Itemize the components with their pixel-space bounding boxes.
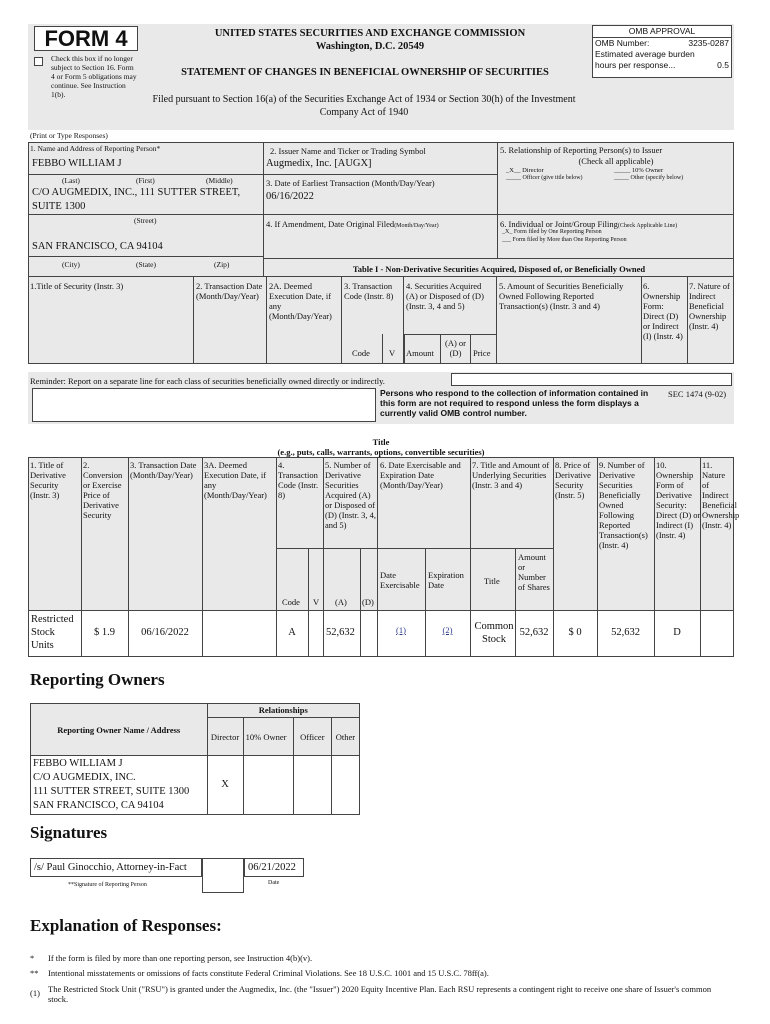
reporting-person-street: C/O AUGMEDIX, INC., 111 SUTTER STREET, SUITE 1300 (32, 187, 241, 212)
explanation-text: Intentional misstatements or omissions of facts constitute Federal Criminal Violations. See 18 U.S.C. 1001 and 15 U.S.C. 78ff(a). (48, 968, 489, 978)
explanation-item (30, 984, 730, 1004)
t2-sub-code: Code (282, 597, 300, 607)
table2-subtitle: (e.g., puts, calls, warrants, options, convertible securities) (277, 447, 485, 457)
signatures-heading: Signatures (30, 823, 108, 842)
owner-line: 111 SUTTER STREET, SUITE 1300 (33, 786, 190, 797)
filed-by-more: ___ Form filed by More than One Reporting Person (502, 237, 627, 243)
date-label: Date (268, 880, 280, 886)
box6-label: 6. Individual or Joint/Group Filing (500, 219, 618, 229)
director-header: Director (207, 718, 243, 756)
box4-amendment (266, 219, 496, 231)
omb-hours: 0.5 (717, 60, 729, 70)
box1-reporting-person (30, 144, 262, 153)
checkbox-note: Check this box if no longer subject to Section 16. Form 4 or Form 5 obligations may continue. See Instruction 1(b). (51, 54, 137, 99)
explanation-mark: ** (30, 968, 39, 978)
t2-col-code: 4. Transaction Code (Instr. 8) (278, 460, 319, 500)
agency-name: UNITED STATES SECURITIES AND EXCHANGE COMMISSION (214, 28, 526, 39)
t1-col-nature: 7. Nature of Indirect Beneficial Ownership (Instr. 4) (689, 281, 730, 331)
t1-sub-aord: (A) or (D) (444, 338, 466, 358)
t2-col-ownership: 10. Ownership Form of Derivative Security: Direct (D) or Indirect (I) (Instr. 4) (656, 460, 701, 540)
omb-title: OMB APPROVAL (593, 26, 731, 38)
t2-row-security: Restricted Stock Units (31, 614, 74, 651)
t2-col-owned: 9. Number of Derivative Securities Beneficially Owned Following Reported Transaction(s) (Instr. 4) (599, 460, 648, 550)
t2-col-number: 5. Number of Derivative Securities Acquired (A) or Disposed of (D) (Instr. 3, 4, and 5) (325, 460, 376, 530)
persons-respond: Persons who respond to the collection of information contained in this form are not required to respond unless the form displays a currently valid OMB control number. (380, 388, 649, 418)
other-relationship: _____ Other (specify below) (614, 175, 684, 181)
explanation-heading: Explanation of Responses: (30, 916, 222, 935)
name-middle-label: (Middle) (206, 176, 233, 185)
box2-label: 2. Issuer Name and Ticker or Trading Symbol (270, 146, 426, 156)
t2-row-date: 06/16/2022 (141, 627, 189, 638)
form-title: FORM 4 (34, 26, 138, 51)
officer-cell (293, 756, 331, 815)
t1-col-deemed: 2A. Deemed Execution Date, if any (Month/Day/Year) (269, 281, 332, 321)
t2-row-form: D (673, 627, 681, 638)
t1-col-title: 1.Title of Security (Instr. 3) (30, 281, 124, 291)
footnote-1-link[interactable]: (1) (396, 625, 406, 635)
owner-name-header: Reporting Owner Name / Address (31, 704, 208, 756)
t2-row-conversion-price: $ 1.9 (94, 627, 115, 638)
ten-owner-cell (243, 756, 293, 815)
table2-title: Title (372, 437, 390, 447)
city-label: (City) (62, 260, 80, 269)
t2-col-exercisable: 6. Date Exercisable and Expiration Date (Month/Day/Year) (380, 460, 461, 490)
t2-sub-v: V (313, 597, 320, 607)
t2-row-underlying-amount: 52,632 (519, 627, 549, 638)
t1-col-securities: 4. Securities Acquired (A) or Disposed of (D) (Instr. 3, 4 and 5) (406, 281, 484, 311)
explanation-mark: (1) (30, 988, 40, 998)
explanation-text: If the form is filed by more than one reporting person, see Instruction 4(b)(v). (48, 953, 313, 963)
reporting-person-name: FEBBO WILLIAM J (32, 158, 122, 169)
omb-approval-box (592, 25, 732, 78)
omb-hours-label: hours per response... (595, 60, 676, 70)
date-box (244, 858, 304, 877)
reporting-owners-table (30, 703, 360, 815)
owner-address-cell (31, 756, 208, 815)
omb-number: 3235-0287 (688, 38, 729, 48)
t2-sub-d: (D) (362, 597, 374, 607)
reminder-blank-top (451, 373, 732, 386)
explanation-item (30, 953, 730, 963)
other-cell (331, 756, 359, 815)
issuer-name-ticker: Augmedix, Inc. [AUGX] (266, 158, 372, 169)
owner-line: SAN FRANCISCO, CA 94104 (33, 800, 164, 811)
filed-pursuant: Filed pursuant to Section 16(a) of the Securities Exchange Act of 1934 or Section 30(h) of the Investment Company Act of 1940 (152, 94, 576, 118)
box4-small: (Month/Day/Year) (394, 223, 439, 229)
t1-col-date: 2. Transaction Date (Month/Day/Year) (196, 281, 263, 301)
agency-location: Washington, D.C. 20549 (315, 41, 425, 52)
t1-sub-v: V (389, 348, 396, 358)
signature-label: **Signature of Reporting Person (68, 882, 147, 888)
box1-label: 1. Name and Address of Reporting Person (30, 144, 157, 153)
footnote-2-link[interactable]: (2) (442, 625, 453, 635)
box5-check: (Check all applicable) (578, 156, 654, 166)
reporting-owners-heading: Reporting Owners (30, 670, 165, 689)
reminder-blank-left (32, 388, 376, 422)
other-header: Other (331, 718, 359, 756)
name-first-label: (First) (136, 176, 155, 185)
explanation-text: The Restricted Stock Unit ("RSU") is granted under the Augmedix, Inc. (the "Issuer") 2020 Equity Incentive Plan. Each RSU represents a contingent right to receive one share of Issuer's common stock. (48, 984, 712, 1004)
reminder-text: Reminder: Report on a separate line for each class of securities beneficially owned directly or indirectly. (30, 376, 385, 386)
t2-sub-exp: Expiration Date (428, 570, 464, 590)
reporting-person-city: SAN FRANCISCO, CA 94104 (32, 241, 163, 252)
relationships-header: Relationships (207, 704, 359, 718)
state-label: (State) (136, 260, 156, 269)
t2-col-price: 8. Price of Derivative Security (Instr. 5) (555, 460, 591, 500)
street-label: (Street) (134, 216, 157, 225)
sec-number: SEC 1474 (9-02) (668, 389, 727, 399)
t2-sub-a: (A) (335, 597, 347, 607)
filed-by-one: _X_ Form filed by One Reporting Person (502, 229, 602, 235)
t2-col-underlying: 7. Title and Amount of Underlying Securities (Instr. 3 and 4) (472, 460, 550, 490)
print-type-note: (Print or Type Responses) (30, 131, 108, 140)
omb-number-label: OMB Number: (595, 38, 650, 48)
omb-burden: Estimated average burden (595, 49, 695, 59)
t2-col-conversion: 2. Conversion or Exercise Price of Derivative Security (83, 460, 123, 520)
t1-col-amount-owned: 5. Amount of Securities Beneficially Owned Following Reported Transaction(s) (Instr. 3 and 4) (499, 281, 624, 311)
owner-line: FEBBO WILLIAM J (33, 758, 123, 769)
director-mark: X (207, 756, 243, 815)
box5-label: 5. Relationship of Reporting Person(s) to Issuer (500, 145, 663, 155)
officer-relationship: _____ Officer (give title below) (506, 175, 583, 181)
officer-header: Officer (293, 718, 331, 756)
t2-row-acquired: 52,632 (326, 627, 355, 638)
owner-line: C/O AUGMEDIX, INC. (33, 772, 136, 783)
box4-label: 4. If Amendment, Date Original Filed (266, 219, 395, 229)
table1-title: Table I - Non-Derivative Securities Acquired, Disposed of, or Beneficially Owned (352, 264, 646, 274)
signature-box (30, 858, 202, 877)
t2-col-date: 3. Transaction Date (Month/Day/Year) (130, 460, 197, 480)
t2-row-owned: 52,632 (611, 627, 640, 638)
box6-small: (Check Applicable Line) (617, 223, 678, 229)
t1-col-code: 3. Transaction Code (Instr. 8) (344, 281, 394, 301)
t2-sub-amount-shares: Amount or Number of Shares (518, 552, 550, 592)
t1-sub-price: Price (473, 348, 491, 358)
t2-row-code: A (288, 627, 296, 638)
no-longer-subject-checkbox[interactable] (34, 57, 43, 66)
t2-row-deriv-price: $ 0 (568, 627, 582, 638)
director-relationship: _X__ Director (506, 167, 544, 174)
earliest-transaction-date: 06/16/2022 (266, 191, 314, 202)
box3-label: 3. Date of Earliest Transaction (Month/Day/Year) (266, 178, 435, 188)
t2-sub-date-ex: Date Exercisable (380, 570, 420, 590)
signature-spacer (202, 858, 244, 893)
signature-date: 06/21/2022 (248, 862, 296, 873)
signature-text: /s/ Paul Ginocchio, Attorney-in-Fact (34, 862, 187, 873)
t2-col-deemed: 3A. Deemed Execution Date, if any (Month/Day/Year) (204, 460, 267, 500)
t1-sub-amount: Amount (406, 348, 434, 358)
zip-label: (Zip) (214, 260, 230, 269)
t2-col-title: 1. Title of Derivative Security (Instr. 3) (30, 460, 66, 500)
explanation-mark: * (30, 953, 35, 963)
t1-sub-code: Code (352, 348, 370, 358)
ten-owner-header: 10% Owner (243, 718, 293, 756)
name-last-label: (Last) (62, 176, 80, 185)
t1-col-ownership-form: 6. Ownership Form: Direct (D) or Indirect (I) (Instr. 4) (643, 281, 683, 341)
explanation-item (30, 968, 730, 978)
box1-star: * (156, 144, 161, 153)
ten-owner-relationship: _____ 10% Owner (614, 167, 664, 174)
t2-sub-title: Title (484, 576, 500, 586)
t2-col-nature: 11. Nature of Indirect Beneficial Ownership (Instr. 4) (702, 460, 740, 530)
statement-title: STATEMENT OF CHANGES IN BENEFICIAL OWNERSHIP OF SECURITIES (181, 67, 549, 78)
t2-row-underlying-title: Common Stock (474, 621, 514, 645)
